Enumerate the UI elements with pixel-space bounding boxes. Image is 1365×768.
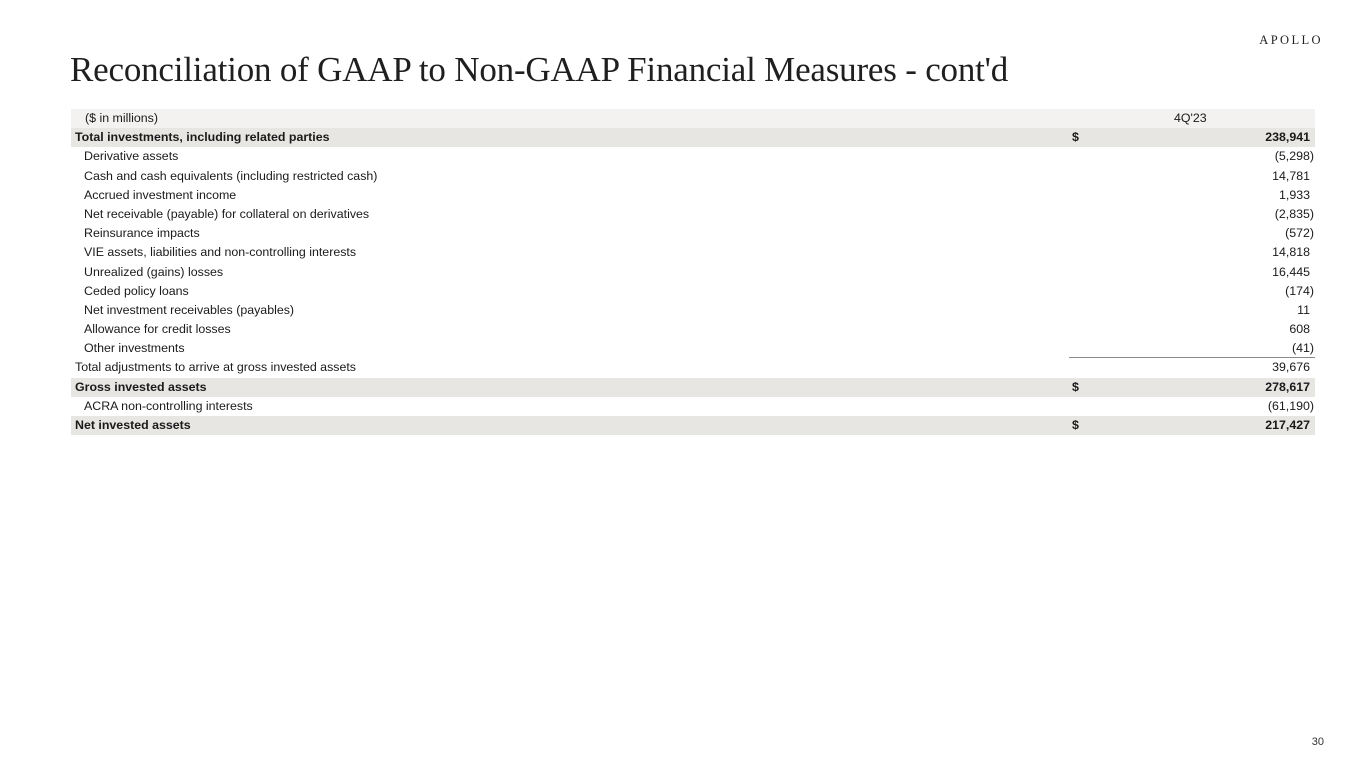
row-label: Net receivable (payable) for collateral on derivatives bbox=[84, 206, 370, 221]
row-value: 278,617 bbox=[1265, 379, 1310, 394]
table-row-other-investments bbox=[71, 339, 1315, 358]
row-label: VIE assets, liabilities and non-controlling interests bbox=[84, 245, 357, 260]
currency-symbol: $ bbox=[1072, 418, 1079, 432]
table-row-reinsurance-impacts bbox=[71, 224, 1315, 243]
table-row-cash-equivalents bbox=[71, 167, 1315, 186]
table-row-total-adjustments bbox=[71, 358, 1315, 377]
unit-label: ($ in millions) bbox=[85, 111, 158, 125]
row-value: (61,190) bbox=[1267, 398, 1314, 413]
table-row-ceded-policy-loans bbox=[71, 282, 1315, 301]
row-value: 14,781 bbox=[1272, 168, 1310, 183]
table-row-total-investments bbox=[71, 128, 1315, 147]
table-row-vie-assets bbox=[71, 243, 1315, 262]
currency-symbol: $ bbox=[1072, 379, 1079, 394]
table-row-credit-losses bbox=[71, 320, 1315, 339]
row-label: Other investments bbox=[84, 341, 185, 356]
page-number: 30 bbox=[1311, 736, 1324, 748]
row-value: 14,818 bbox=[1272, 245, 1310, 260]
row-value: 608 bbox=[1289, 322, 1310, 337]
row-label: Reinsurance impacts bbox=[84, 226, 200, 241]
row-value: (5,298) bbox=[1274, 149, 1314, 164]
row-label: Total investments, including related parties bbox=[75, 130, 330, 145]
row-value: 238,941 bbox=[1265, 130, 1310, 145]
row-value: (174) bbox=[1285, 283, 1314, 298]
table-row-derivative-assets bbox=[71, 147, 1315, 166]
row-value: (41) bbox=[1291, 341, 1314, 356]
column-header-4q23: 4Q'23 bbox=[1174, 111, 1207, 125]
row-label: Net invested assets bbox=[75, 418, 191, 432]
row-label: Total adjustments to arrive at gross invested assets bbox=[75, 360, 356, 375]
reconciliation-table bbox=[71, 109, 1315, 435]
row-value: 39,676 bbox=[1272, 360, 1310, 375]
row-label: ACRA non-controlling interests bbox=[84, 398, 253, 413]
table-header-row bbox=[71, 109, 1315, 128]
row-label: Ceded policy loans bbox=[84, 283, 189, 298]
row-label: Cash and cash equivalents (including restricted cash) bbox=[84, 168, 378, 183]
row-label: Derivative assets bbox=[84, 149, 179, 164]
page-title: Reconciliation of GAAP to Non-GAAP Financial Measures - cont'd bbox=[70, 50, 1009, 89]
row-label: Allowance for credit losses bbox=[84, 322, 231, 337]
row-value: (2,835) bbox=[1274, 206, 1314, 221]
row-value: 1,933 bbox=[1278, 187, 1310, 202]
company-logo: APOLLO bbox=[1259, 33, 1323, 47]
row-label: Unrealized (gains) losses bbox=[84, 264, 224, 279]
row-value: 217,427 bbox=[1265, 418, 1310, 432]
table-row-accrued-income bbox=[71, 186, 1315, 205]
table-row-gross-invested-assets bbox=[71, 378, 1315, 397]
row-value: 16,445 bbox=[1272, 264, 1310, 279]
row-value: 11 bbox=[1297, 302, 1310, 317]
row-label: Accrued investment income bbox=[84, 187, 237, 202]
table-row-acra-nci bbox=[71, 397, 1315, 416]
table-row-unrealized-gains bbox=[71, 263, 1315, 282]
row-value: (572) bbox=[1285, 226, 1314, 241]
currency-symbol: $ bbox=[1072, 130, 1079, 145]
table-row-net-invested-assets bbox=[71, 416, 1315, 435]
table-row-net-investment-receivables bbox=[71, 301, 1315, 320]
row-label: Gross invested assets bbox=[75, 379, 207, 394]
row-label: Net investment receivables (payables) bbox=[84, 302, 295, 317]
table-row-collateral-derivatives bbox=[71, 205, 1315, 224]
